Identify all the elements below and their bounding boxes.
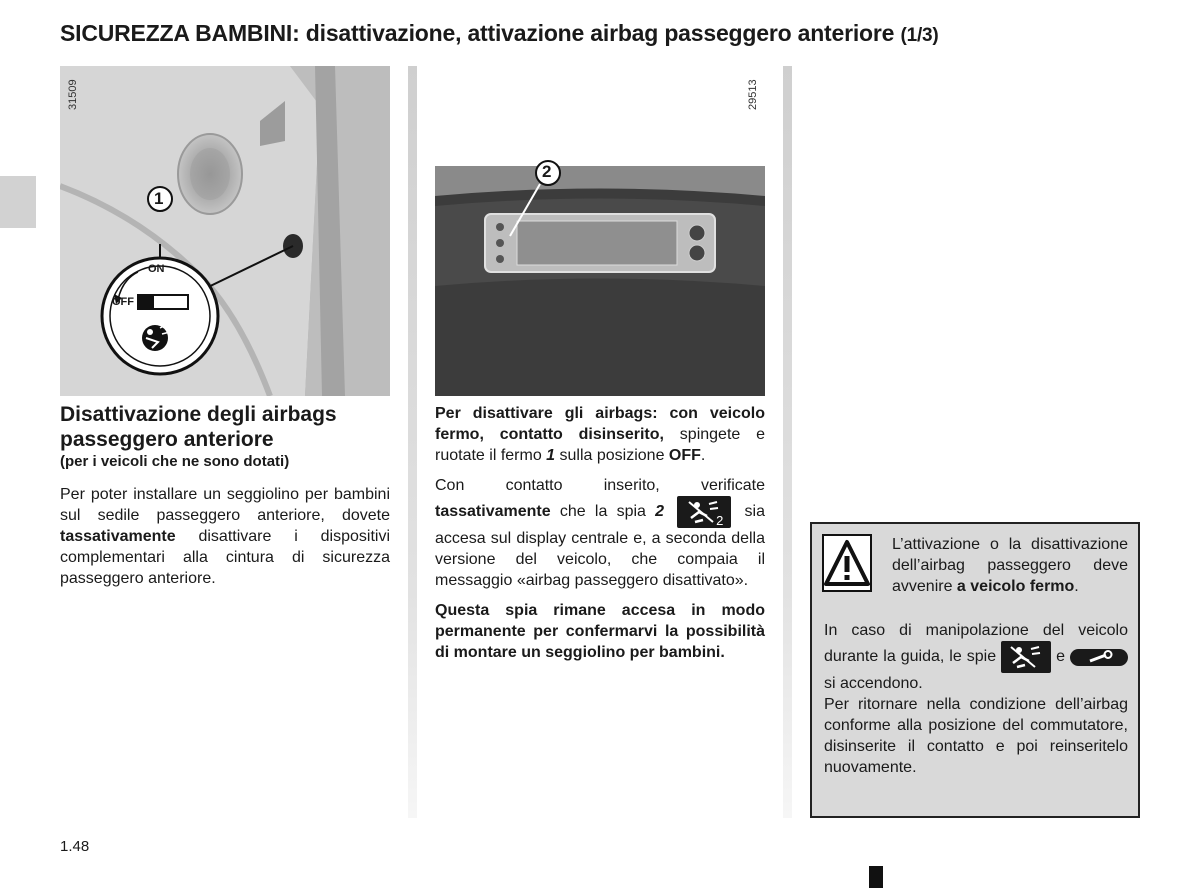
figure-code: 29513: [747, 79, 759, 110]
chapter-tab: [0, 176, 36, 228]
figure-code: 31509: [67, 79, 79, 110]
text-run: sulla posizione: [555, 447, 669, 464]
section-subheading: (per i veicoli che ne sono dotati): [60, 453, 290, 470]
text-run: .: [1074, 578, 1079, 595]
callout-number: 2: [542, 162, 552, 181]
page-title-text: SICUREZZA BAMBINI: disattivazione, attivazione airbag passeggero anteriore: [60, 20, 895, 46]
reference-number: 1: [546, 447, 556, 464]
text-run: Per ritornare nella condizione dell’airbag conforme alla posizione del commutatore, disinserite il contatto e poi reinseritelo nuovamente.: [824, 696, 1128, 776]
text-run: e: [1051, 648, 1071, 666]
wrench-service-icon: [1070, 649, 1128, 666]
continuation-mark: [869, 866, 883, 888]
text-emphasis: tassativamente: [435, 503, 551, 521]
switch-label-on: ON: [148, 263, 165, 275]
middle-column: [435, 403, 765, 663]
warning-text-secondary: [824, 620, 1128, 778]
airbag-warning-icon: [677, 496, 731, 528]
verify-paragraph: [435, 475, 765, 591]
text-run: Per poter installare un seggiolino per bambini sul sedile passeggero anteriore, dovete: [60, 486, 390, 524]
page-title: [60, 20, 939, 47]
left-paragraph: [60, 484, 390, 589]
dashboard-display-illustration: [435, 66, 765, 396]
airbag-warning-icon: [1001, 641, 1051, 673]
note-paragraph: [435, 600, 765, 663]
text-emphasis: a veicolo fermo: [956, 578, 1075, 595]
text-emphasis: Questa spia rimane accesa in modo permanente per confermarvi la possibilità di montare un seggiolino per bambini.: [435, 602, 765, 661]
icon-subscript: 2: [716, 513, 724, 528]
instruction-paragraph: [435, 403, 765, 466]
warning-box: [810, 522, 1140, 818]
text-emphasis: Per disattivare gli airbags: con veicolo fermo, contatto disinserito,: [435, 405, 765, 443]
text-run: che la spia: [550, 503, 656, 521]
figure-dashboard-display: [435, 66, 765, 396]
text-run: Con contatto inserito, verificate: [435, 477, 765, 494]
text-run: L’attivazione o la disattivazione dell’airbag passeggero deve avvenire: [892, 536, 1128, 595]
reference-number: 2: [655, 503, 665, 521]
page-part: (1/3): [900, 25, 939, 46]
page-number: 1.48: [60, 838, 90, 855]
text-run: spingete e ruotate il fermo: [435, 426, 765, 464]
figure-airbag-switch: [60, 66, 390, 396]
callout-number: 1: [154, 189, 164, 208]
text-emphasis: tassativamente: [60, 528, 176, 545]
switch-label-off: OFF: [112, 296, 134, 308]
text-run: .: [700, 447, 706, 464]
airbag-switch-illustration: [60, 66, 390, 396]
text-run: sia accesa sul display centrale e, a seconda della versione del veicolo, che compaia il messaggio «airbag passeggero disattivato».: [435, 503, 765, 589]
text-run: In caso di manipolazione del veicolo durante la guida, le spie: [824, 622, 1128, 666]
column-separator: [783, 66, 792, 818]
warning-text-main: [892, 534, 1128, 597]
section-heading: Disattivazione degli airbags passeggero anteriore: [60, 403, 337, 451]
text-run: disattivare i dispositivi complementari alla cintura di sicurezza passeggero anteriore.: [60, 528, 390, 587]
column-separator: [408, 66, 417, 818]
warning-triangle-icon: [822, 534, 872, 592]
text-emphasis: OFF: [668, 447, 701, 464]
text-run: si accendono.: [824, 675, 923, 692]
